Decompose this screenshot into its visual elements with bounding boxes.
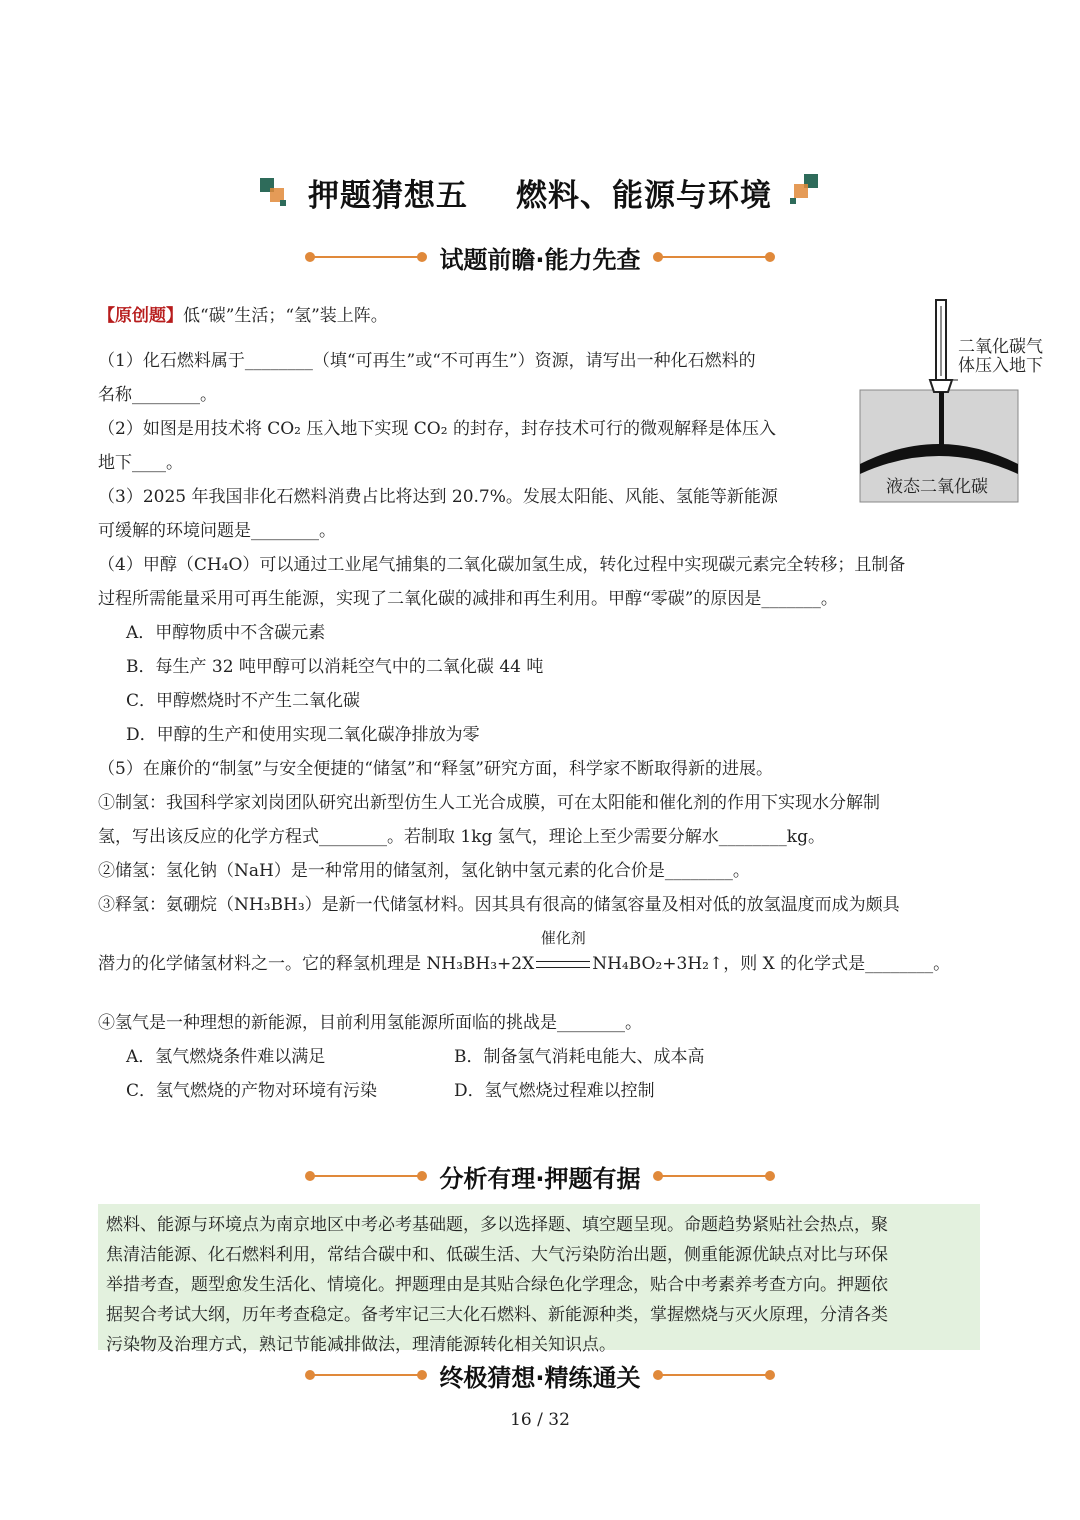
- analysis-box: [98, 1204, 980, 1355]
- q3-line2: 可缓解的环境问题是________。: [98, 521, 336, 541]
- equation-arrow: [534, 929, 592, 976]
- q5-4-option-b: B．制备氢气消耗电能大、成本高: [454, 1047, 705, 1067]
- analysis-line4: 据契合考试大纲，历年考查稳定。备考牢记三大化石燃料、新能源种类，掌握燃烧与灭火原理，分清各类: [106, 1305, 888, 1325]
- page-title: [268, 170, 812, 215]
- q5-intro: （5）在廉价的“制氢”与安全便捷的“储氢”和“释氢”研究方面，科学家不断取得新的进展。: [98, 759, 773, 779]
- q5-2: ②储氢：氢化钠（NaH）是一种常用的储氢剂，氢化钠中氢元素的化合价是________。: [98, 861, 750, 881]
- q4-line2: 过程所需能量采用可再生能源，实现了二氧化碳的减排和再生利用。甲醇“零碳”的原因是_______。: [98, 589, 838, 609]
- section-line-right: [659, 1374, 769, 1376]
- q3-line1: （3）2025 年我国非化石燃料消费占比将达到 20.7%。发展太阳能、风能、氢能等新能源: [98, 487, 778, 507]
- co2-storage-figure: [858, 296, 1058, 506]
- q4-option-c: C．甲醇燃烧时不产生二氧化碳: [126, 691, 361, 711]
- q4-option-a: A．甲醇物质中不含碳元素: [126, 623, 326, 643]
- section-line-right: [659, 1175, 769, 1177]
- question-intro: [98, 304, 388, 328]
- q5-4-option-d: D．氢气燃烧过程难以控制: [454, 1081, 655, 1101]
- q5-1-line1: ①制氢：我国科学家刘岗团队研究出新型仿生人工光合成膜，可在太阳能和催化剂的作用下实现水分解制: [98, 793, 880, 813]
- figure-label-top-2: 体压入地下: [958, 356, 1043, 376]
- q1-line2: 名称________。: [98, 385, 217, 405]
- analysis-line5: 污染物及治理方式，熟记节能减排做法，理清能源转化相关知识点。: [106, 1335, 616, 1355]
- equation-right: NH₄BO₂+3H₂↑，则 X 的化学式是________。: [592, 954, 951, 974]
- q5-4-option-a: A．氢气燃烧条件难以满足: [126, 1047, 326, 1067]
- catalyst-label: 催化剂: [540, 929, 586, 947]
- analysis-line2: 焦清洁能源、化石燃料利用，常结合碳中和、低碳生活、大气污染防治出题，侧重能源优缺点对比与环保: [106, 1245, 888, 1265]
- q4-line1: （4）甲醇（CH₄O）可以通过工业尾气捕集的二氧化碳加氢生成，转化过程中实现碳元素完全转移；且制备: [98, 555, 906, 575]
- section-header-ultimate: [0, 1358, 1080, 1392]
- q4-option-d: D．甲醇的生产和使用实现二氧化碳净排放为零: [126, 725, 480, 745]
- section-title-ultimate: 终极猜想·精练通关: [439, 1363, 641, 1392]
- section-title-analysis: 分析有理·押题有据: [439, 1164, 641, 1193]
- q1-line1: （1）化石燃料属于________（填“可再生”或“不可再生”）资源，请写出一种化石燃料的: [98, 351, 756, 371]
- title-part2: 燃料、能源与环境: [516, 178, 772, 214]
- section-line-right: [659, 256, 769, 258]
- section-line-left: [311, 1175, 421, 1177]
- section-title-preview: 试题前瞻·能力先查: [439, 245, 641, 274]
- section-line-left: [311, 1374, 421, 1376]
- section-header-preview: [0, 240, 1080, 274]
- equation-left: 潜力的化学储氢材料之一。它的释氢机理是 NH₃BH₃+2X: [98, 954, 535, 974]
- q5-4: ④氢气是一种理想的新能源，目前利用氢能源所面临的挑战是________。: [98, 1013, 642, 1033]
- analysis-line3: 举措考查，题型愈发生活化、情境化。押题理由是其贴合绿色化学理念，贴合中考素养考查方向。押题依: [106, 1275, 888, 1295]
- analysis-line1: 燃料、能源与环境点为南京地区中考必考基础题，多以选择题、填空题呈现。命题趋势紧贴社会热点，聚: [106, 1215, 888, 1235]
- section-header-analysis: [0, 1159, 1080, 1193]
- page-number: 16 / 32: [510, 1410, 570, 1430]
- q2-line1: （2）如图是用技术将 CO₂ 压入地下实现 CO₂ 的封存，封存技术可行的微观解释是体压入: [98, 419, 776, 439]
- q5-4-option-c: C．氢气燃烧的产物对环境有污染: [126, 1081, 378, 1101]
- corner-deco-left-icon: [260, 174, 290, 208]
- co2-storage-diagram: [858, 296, 1058, 506]
- q5-3-line1: ③释氢：氨硼烷（NH₃BH₃）是新一代储氢材料。因其具有很高的储氢容量及相对低的放氢温度而成为颇具: [98, 895, 900, 915]
- question-intro-text: 低“碳”生活；“氢”装上阵。: [183, 306, 388, 326]
- q5-1-line2: 氢，写出该反应的化学方程式________。若制取 1kg 氢气，理论上至少需要分解水________kg。: [98, 827, 825, 847]
- figure-label-bottom: 液态二氧化碳: [886, 477, 988, 497]
- q5-3-line2: [98, 929, 951, 976]
- original-tag: 【原创题】: [98, 306, 183, 326]
- title-area: [0, 170, 1080, 215]
- corner-deco-right-icon: [790, 174, 820, 208]
- title-part1: 押题猜想五: [308, 178, 468, 214]
- section-line-left: [311, 256, 421, 258]
- q4-option-b: B．每生产 32 吨甲醇可以消耗空气中的二氧化碳 44 吨: [126, 657, 544, 677]
- q2-line2: 地下____。: [98, 453, 183, 473]
- figure-label-top-1: 二氧化碳气: [958, 337, 1043, 357]
